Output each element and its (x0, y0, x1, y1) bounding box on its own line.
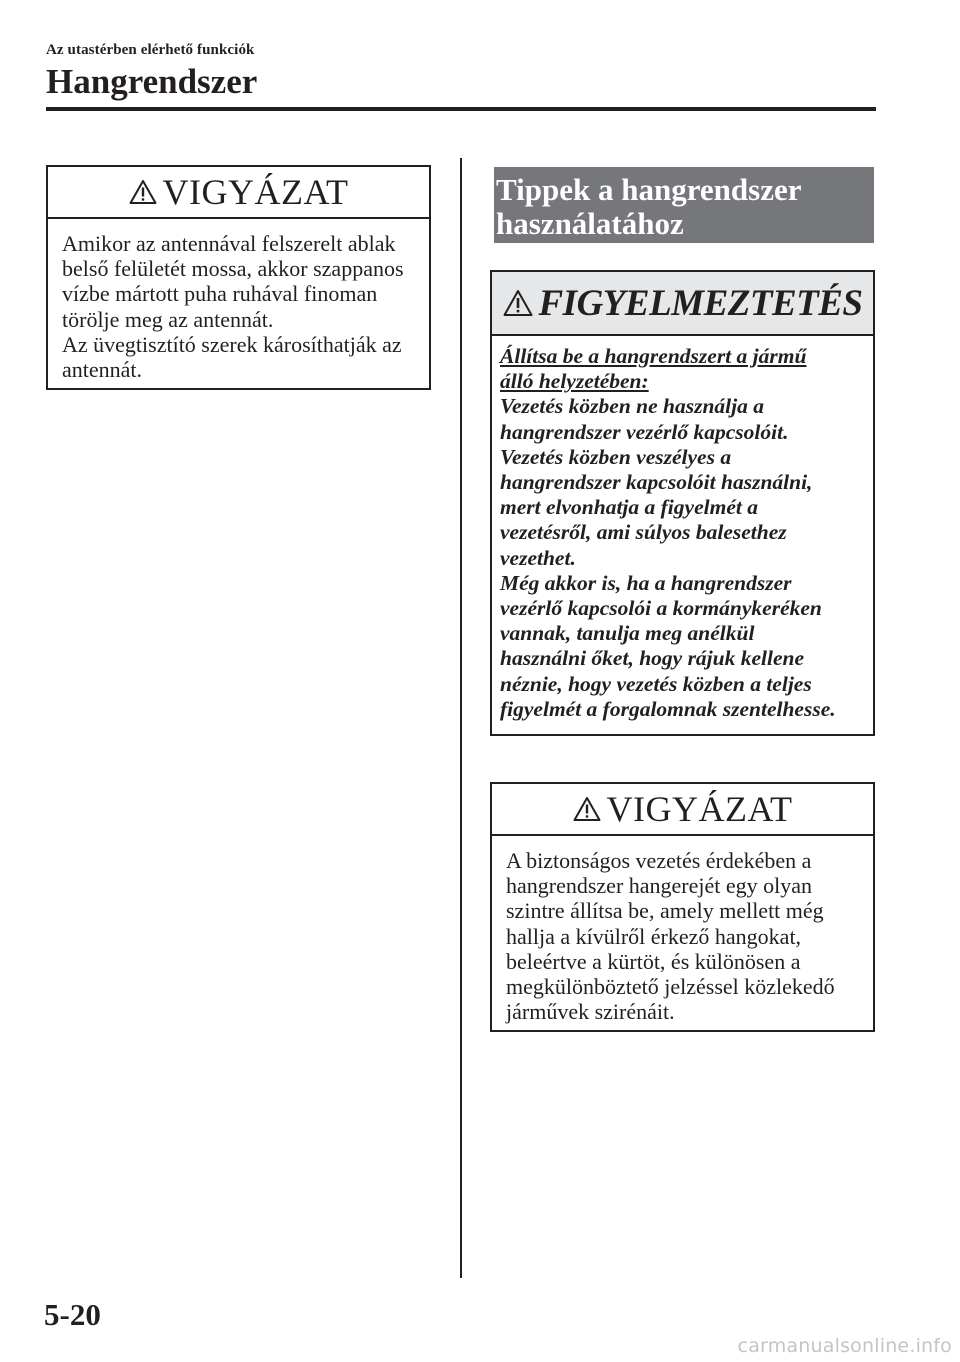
caution-text: A biztonságos vezetés érdekében a hangrendszer hangerejét egy olyan szintre állítsa be, amely mellett még hallja a kívülről érkező hangokat, beleértve a kürtöt, és különösen a megkülönböztető jelzéssel közlekedő járművek szirénáit. (506, 848, 835, 1025)
warning-triangle-icon (503, 289, 533, 317)
warning-header (492, 272, 873, 336)
caution-header (48, 167, 429, 219)
caution-box-antenna (46, 165, 431, 390)
warning-text (492, 336, 873, 722)
warning-box (490, 270, 875, 736)
warning-lead: Állítsa be a hangrendszert a jármű álló helyzetében: (500, 344, 807, 394)
warning-body: Vezetés közben ne használja a hangrendszer vezérlő kapcsolóit. Vezetés közben veszélyes a hangrendszer kapcsolóit használni, mert elvonhatja a figyelmét a vezetésről, ami súlyos balesethez vezethet. Még akkor is, ha a hangrendszer vezérlő kapcsolói a kormánykeréken vannak, tanulja meg anélkül használni őket, hogy rájuk kellene néznie, hogy vezetés közben a teljes figyelmét a forgalomnak szentelhesse. (500, 394, 836, 721)
caution-header (492, 784, 873, 836)
page-title: Hangrendszer (46, 62, 258, 101)
warning-title: FIGYELMEZTETÉS (538, 282, 863, 324)
caution-box-volume (490, 782, 875, 1032)
caution-title: VIGYÁZAT (162, 172, 349, 212)
column-divider (460, 158, 462, 1278)
watermark: carmanualsonline.info (737, 1335, 952, 1357)
caution-title: VIGYÁZAT (606, 789, 793, 829)
caution-text: Amikor az antennával felszerelt ablak belső felületét mossa, akkor szappanos vízbe mártott puha ruhával finoman törölje meg az antennát. Az üvegtisztító szerek károsíthatják az antennát. (62, 231, 404, 383)
section-heading-banner: Tippek a hangrendszer használatához (494, 167, 874, 243)
warning-triangle-icon (573, 796, 601, 822)
warning-triangle-icon (129, 179, 157, 205)
header-rule (46, 107, 876, 111)
page-number: 5-20 (44, 1297, 101, 1332)
section-title: Az utastérben elérhető funkciók (46, 42, 255, 58)
